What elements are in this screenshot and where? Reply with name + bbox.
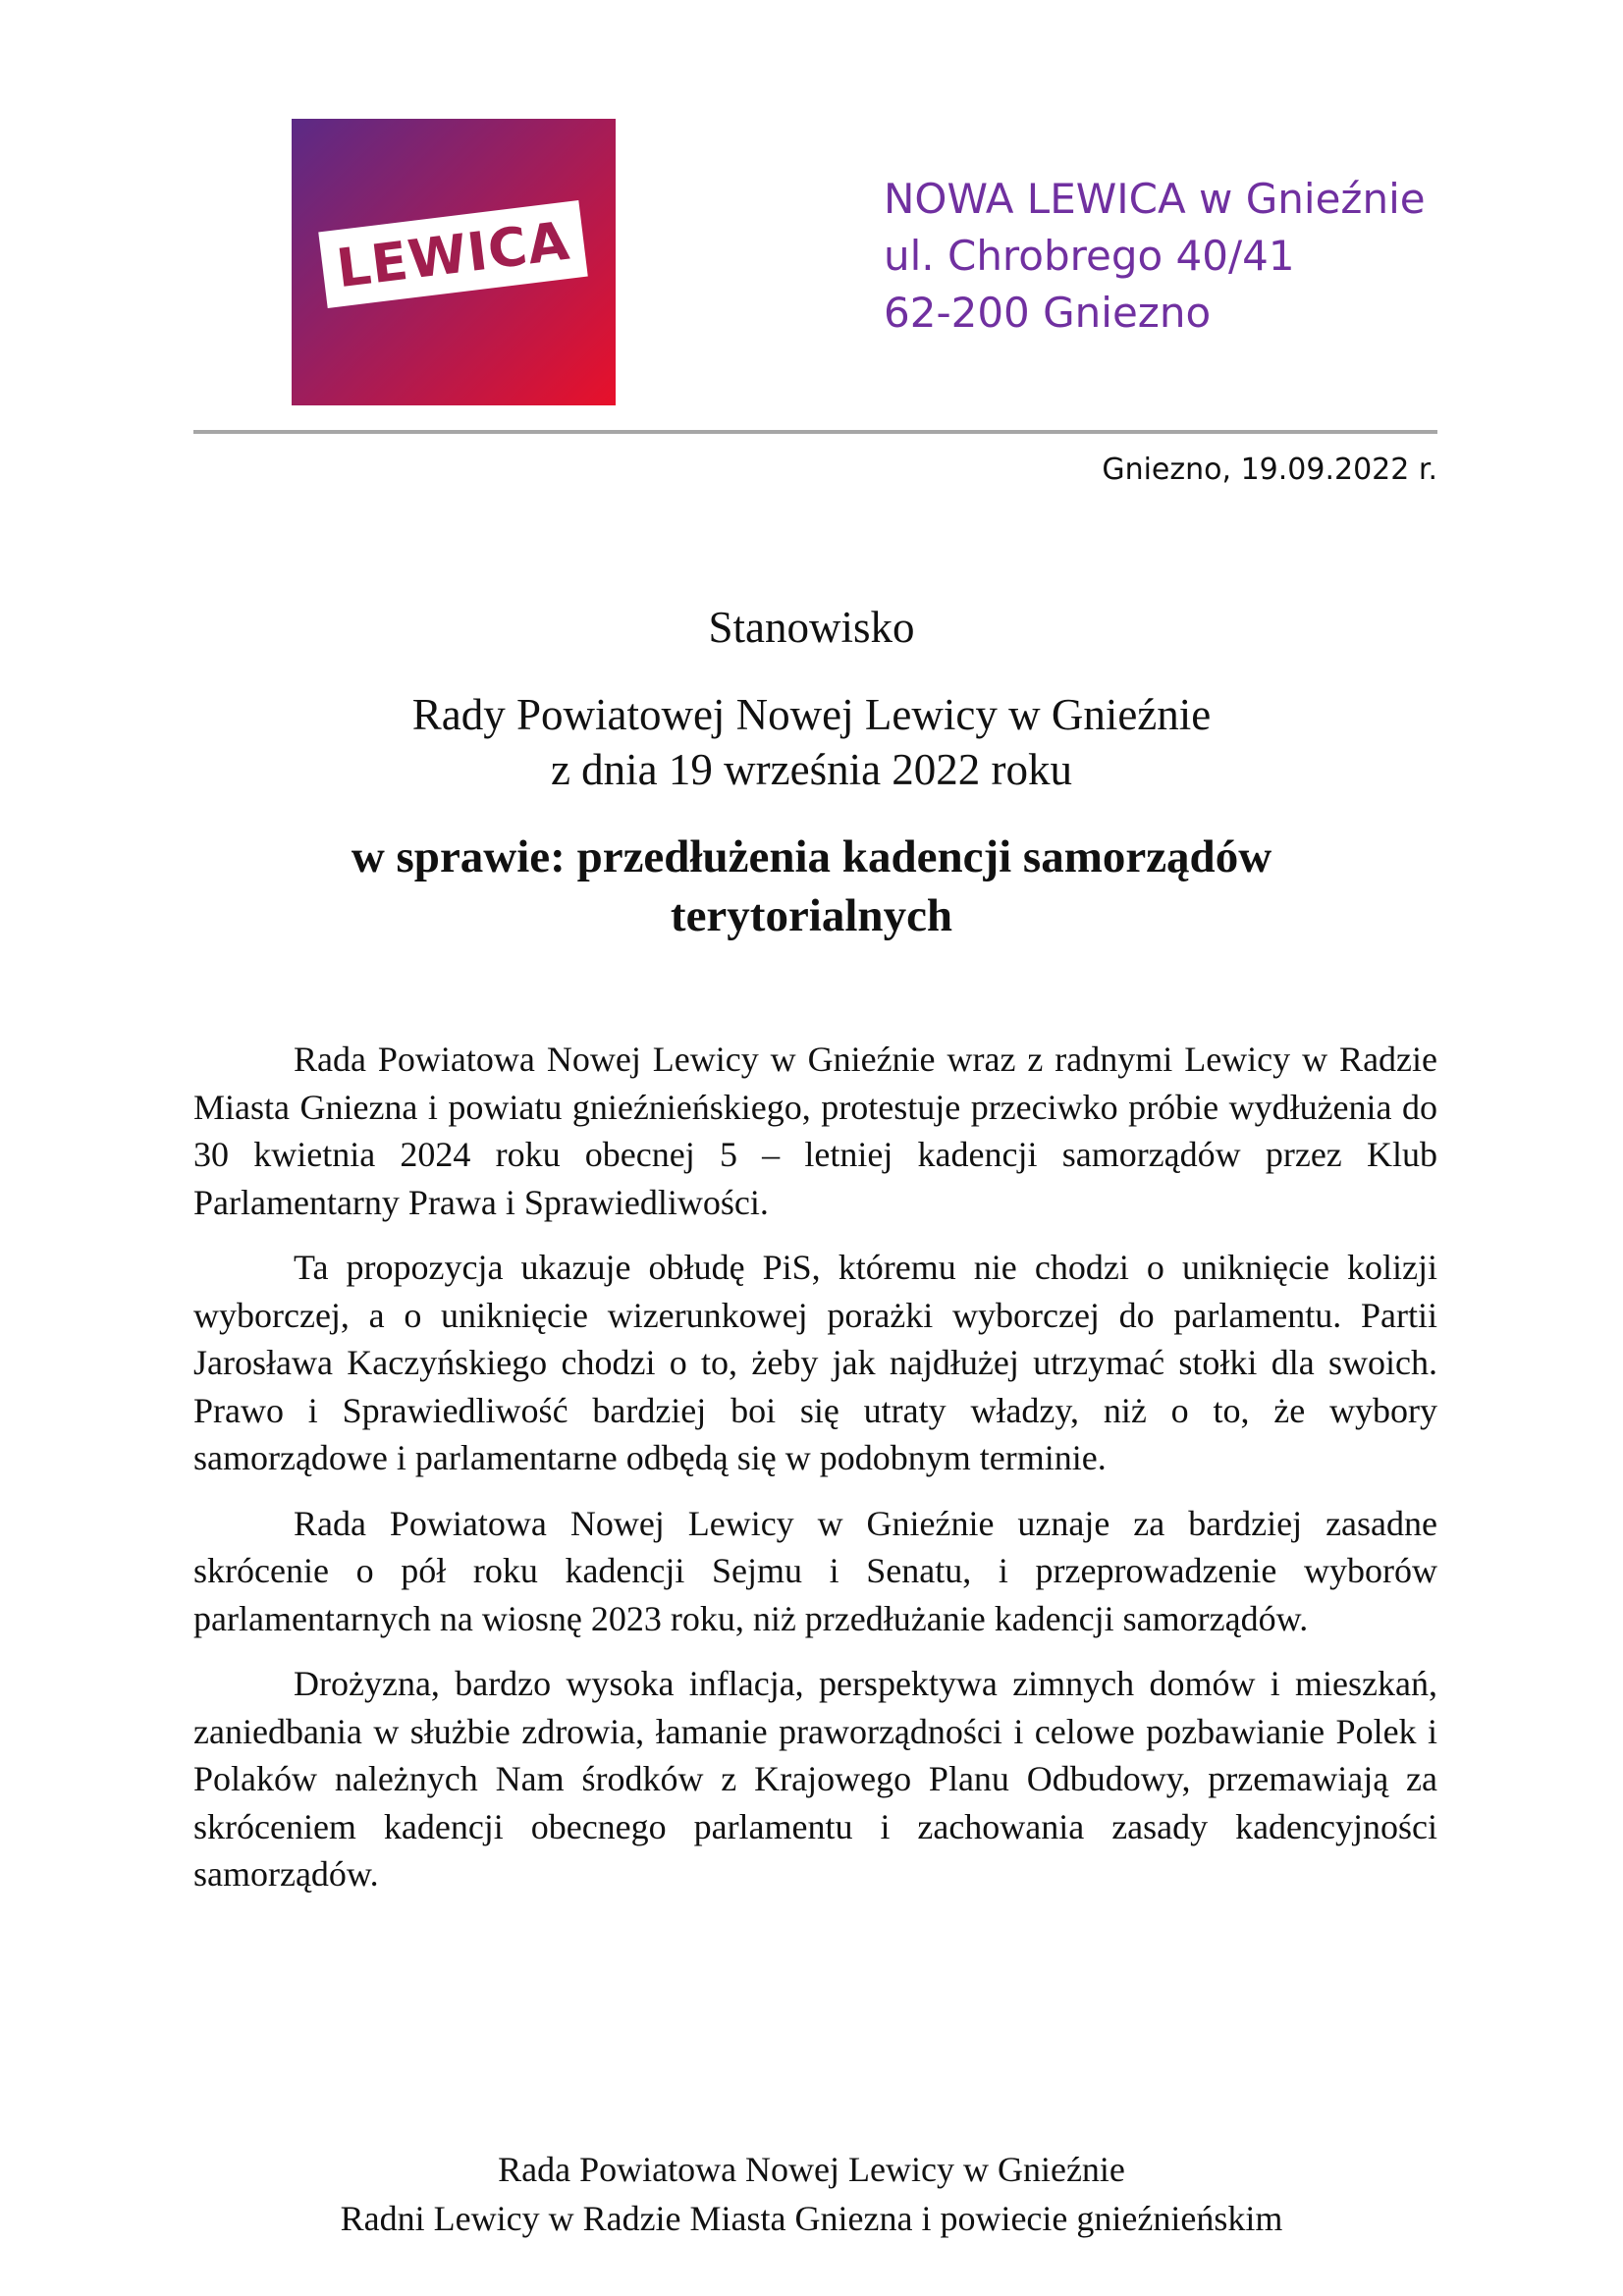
letterhead-address	[884, 171, 1426, 342]
header-divider	[193, 430, 1437, 434]
paragraph: Ta propozycja ukazuje obłudę PiS, któremu nie chodzi o uniknięcie kolizji wyborczej, a o uniknięcie wizerunkowej porażki wyborczej do parlamentu. Partii Jarosława Kaczyńskiego chodzi o to, żeby jak najdłużej utrzymać stołki dla swoich. Prawo i Sprawiedliwość bardziej boi się utraty władzy, niż o to, że wybory samorządowe i parlamentarne odbędą się w podobnym terminie.	[193, 1248, 1437, 1477]
subject-heading	[0, 828, 1623, 945]
issuer-heading	[0, 687, 1623, 797]
issue-date-line: z dnia 19 września 2022 roku	[550, 745, 1073, 794]
paragraph: Rada Powiatowa Nowej Lewicy w Gnieźnie uznaje za bardziej zasadne skrócenie o pół roku kadencji Sejmu i Senatu, i przeprowadzenie wyborów parlamentarnych na wiosnę 2023 roku, niż przedłużanie kadencji samorządów.	[193, 1503, 1437, 1638]
issuer-line: Rady Powiatowej Nowej Lewicy w Gnieźnie	[411, 690, 1212, 739]
paragraph: Drożyzna, bardzo wysoka inflacja, perspektywa zimnych domów i mieszkań, zaniedbania w służbie zdrowia, łamanie praworządności i celowe pozbawianie Polek i Polaków należnych Nam środków z Krajowego Planu Odbudowy, przemawiają za skróceniem kadencji obecnego parlamentu i zachowania zasady kadencyjności samorządów.	[193, 1664, 1437, 1894]
logo-text: LEWICA	[333, 209, 573, 299]
signature-block	[0, 2145, 1623, 2243]
document-type-heading: Stanowisko	[708, 603, 915, 652]
signature-line-1: Rada Powiatowa Nowej Lewicy w Gnieźnie	[498, 2150, 1125, 2189]
address-line-city: 62-200 Gniezno	[884, 289, 1212, 337]
address-line-street: ul. Chrobrego 40/41	[884, 232, 1295, 280]
logo-band	[318, 200, 588, 308]
lewica-logo	[292, 119, 616, 405]
subject-line-1: w sprawie: przedłużenia kadencji samorządów	[351, 831, 1272, 882]
statement-body	[193, 1036, 1437, 1916]
paragraph: Rada Powiatowa Nowej Lewicy w Gnieźnie wraz z radnymi Lewicy w Radzie Miasta Gniezna i powiatu gnieźnieńskiego, protestuje przeciwko próbie wydłużenia do 30 kwietnia 2024 roku obecnej 5 – letniej kadencji samorządów przez Klub Parlamentarny Prawa i Sprawiedliwości.	[193, 1040, 1437, 1222]
subject-line-2: terytorialnych	[670, 890, 953, 941]
document-date: Gniezno, 19.09.2022 r.	[1102, 453, 1437, 487]
signature-line-2: Radni Lewicy w Radzie Miasta Gniezna i powiecie gnieźnieńskim	[340, 2199, 1283, 2238]
address-line-organization: NOWA LEWICA w Gnieźnie	[884, 175, 1426, 223]
